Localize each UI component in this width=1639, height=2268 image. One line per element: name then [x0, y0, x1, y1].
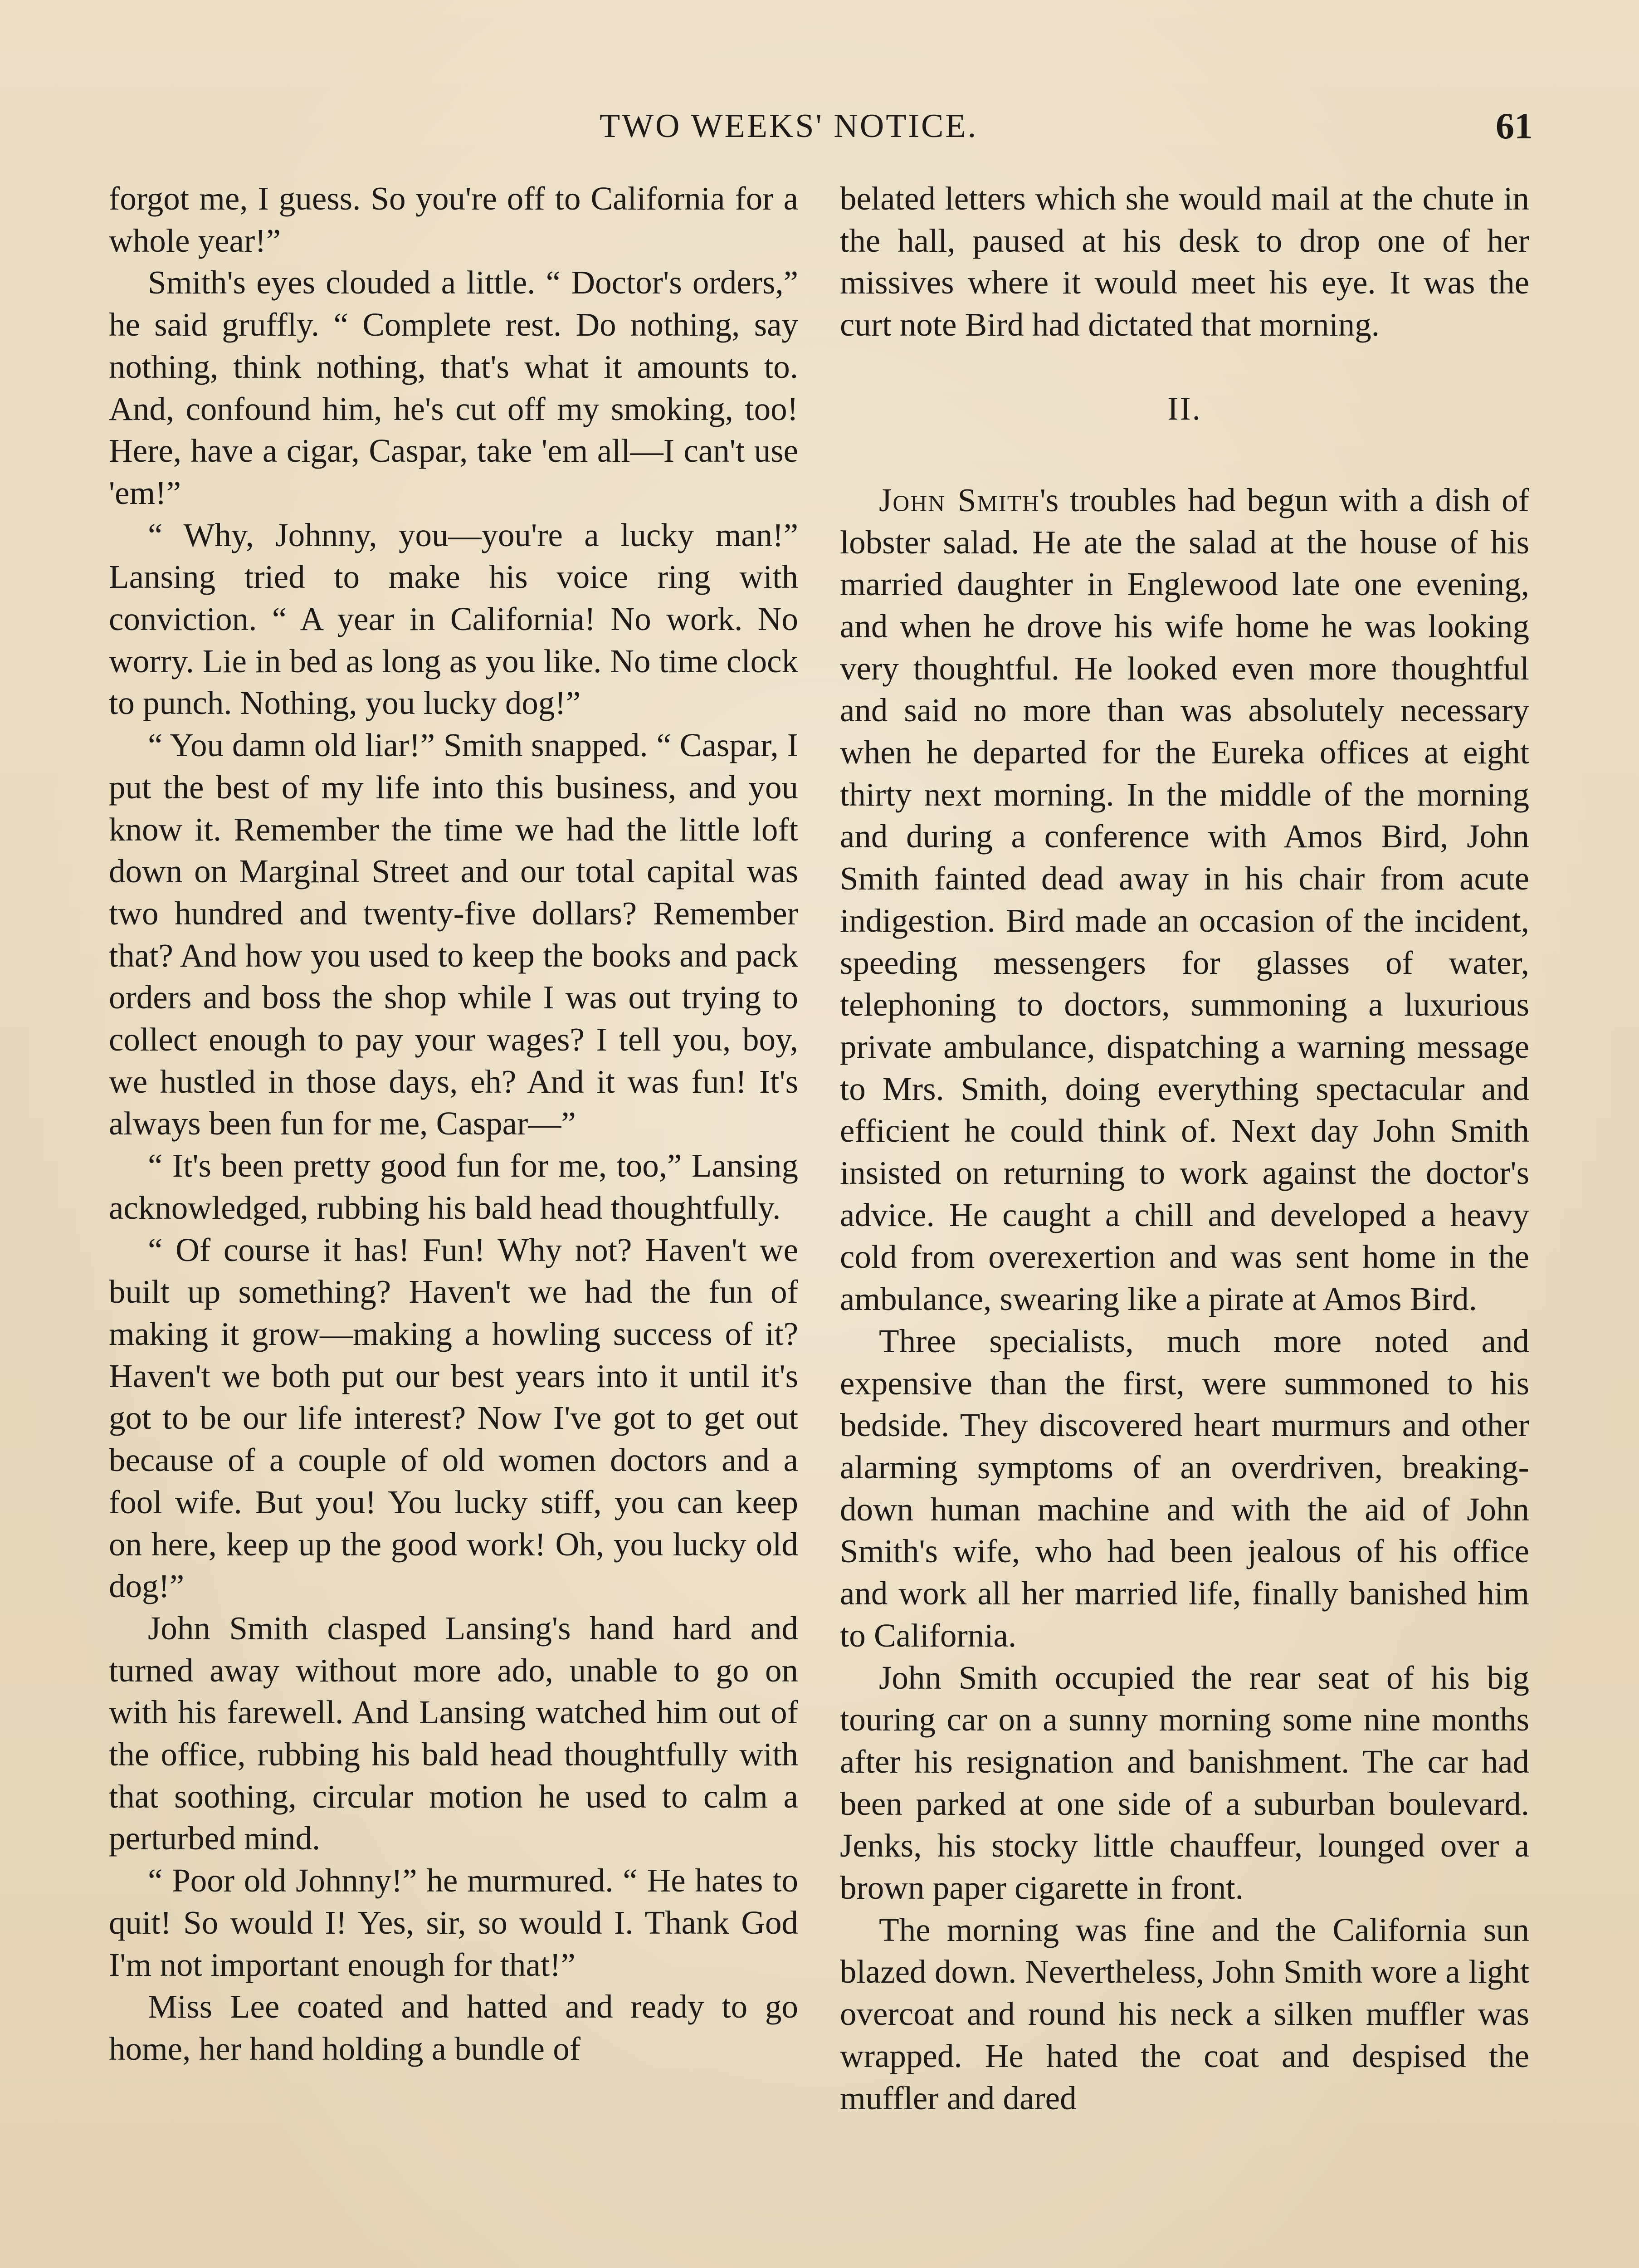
paragraph: John Smith clasped Lansing's hand hard and turned away without more ado, unable to go on with his farewell. And Lansing watched him out of the office, rubbing his bald head thoughtfully with that soothing, circular motion he used to calm a perturbed mind. [109, 1609, 798, 1857]
page-number: 61 [1496, 105, 1533, 147]
lead-text: 's troubles had begun with a dish of lobster salad. He ate the salad at the house of his married daughter in Englewood late one evening, and when he drove his wife home he was looking very thoughtful. He looked even more thoughtful and said no more than was absolutely necessary when he departed for the Eureka offices at eight thirty next morning. In the middle of the morning and during a conference with Amos Bird, John Smith fainted dead away in his chair from acute indigestion. Bird made an occasion of the incident, speeding messengers for glasses of water, telephoning to doctors, summoning a luxurious private ambulance, dispatching a warning message to Mrs. Smith, doing everything spectacular and efficient he could think of. Next day John Smith insisted on returning to work against the doctor's advice. He caught a chill and developed a heavy cold from overexertion and was sent home in the ambulance, swearing like a pirate at Amos Bird. [840, 481, 1529, 1318]
paragraph: “ Why, Johnny, you—you're a lucky man!” Lansing tried to make his voice ring with conviction. “ A year in California! No work. No worry. Lie in bed as long as you like. No time clock to punch. Nothing, you lucky dog!” [109, 516, 798, 722]
lead-smallcaps: John Smith [879, 481, 1040, 518]
paragraph: John Smith occupied the rear seat of his big touring car on a sunny morning some nine months after his resignation and banishment. The car had been parked at one side of a suburban boulevard. Jenks, his stocky little chauffeur, lounged over a brown paper cigarette in front. [840, 1659, 1529, 1906]
paragraph: “ It's been pretty good fun for me, too,” Lansing acknowledged, rubbing his bald head thoughtfully. [109, 1147, 798, 1226]
paragraph: Smith's eyes clouded a little. “ Doctor's orders,” he said gruffly. “ Complete rest. Do nothing, say nothing, think nothing, that's what it amounts to. And, confound him, he's cut off my smoking, too! Here, have a cigar, Caspar, take 'em all—I can't use 'em!” [109, 264, 798, 511]
paragraph: Three specialists, much more noted and expensive than the first, were summoned to his bedside. They discovered heart murmurs and other alarming symptoms of an overdriven, breaking-down human machine and with the aid of John Smith's wife, who had been jealous of his office and work all her married life, finally banished him to California. [840, 1322, 1529, 1654]
paragraph: Miss Lee coated and hatted and ready to go home, her hand holding a bundle of [109, 1988, 798, 2067]
running-title: TWO WEEKS' NOTICE. [600, 108, 978, 145]
paragraph: “ Poor old Johnny!” he murmured. “ He hates to quit! So would I! Yes, sir, so would I. Thank God I'm not important enough for that!” [109, 1862, 798, 1983]
right-column [840, 178, 1529, 2119]
paragraph: forgot me, I guess. So you're off to California for a whole year!” [109, 180, 798, 259]
paragraph: “ You damn old liar!” Smith snapped. “ Caspar, I put the best of my life into this business, and you know it. Remember the time we had the little loft down on Marginal Street and our total capital was two hundred and twenty-five dollars? Remember that? And how you used to keep the books and pack orders and boss the shop while I was out trying to collect enough to pay your wages? I tell you, boy, we hustled in those days, eh? And it was fun! It's always been fun for me, Caspar—” [109, 727, 798, 1142]
paragraph: “ Of course it has! Fun! Why not? Haven't we built up something? Haven't we had the fun of making it grow—making a howling success of it? Haven't we both put our best years into it until it's got to be our life interest? Now I've got to get out because of a couple of old women doctors and a fool wife. But you! You lucky stiff, you can keep on here, keep up the good work! Oh, you lucky old dog!” [109, 1231, 798, 1605]
section-heading: II. [1167, 390, 1202, 427]
paragraph: belated letters which she would mail at the chute in the hall, paused at his desk to drop one of her missives where it would meet his eye. It was the curt note Bird had dictated that morning. [840, 180, 1529, 343]
page-header [109, 103, 1533, 149]
left-column [109, 178, 798, 2070]
section-lead-paragraph [840, 479, 1529, 1320]
paragraph: The morning was fine and the California sun blazed down. Nevertheless, John Smith wore a light overcoat and round his neck a silken muffler was wrapped. He hated the coat and despised the muffler and dared [840, 1911, 1529, 2116]
